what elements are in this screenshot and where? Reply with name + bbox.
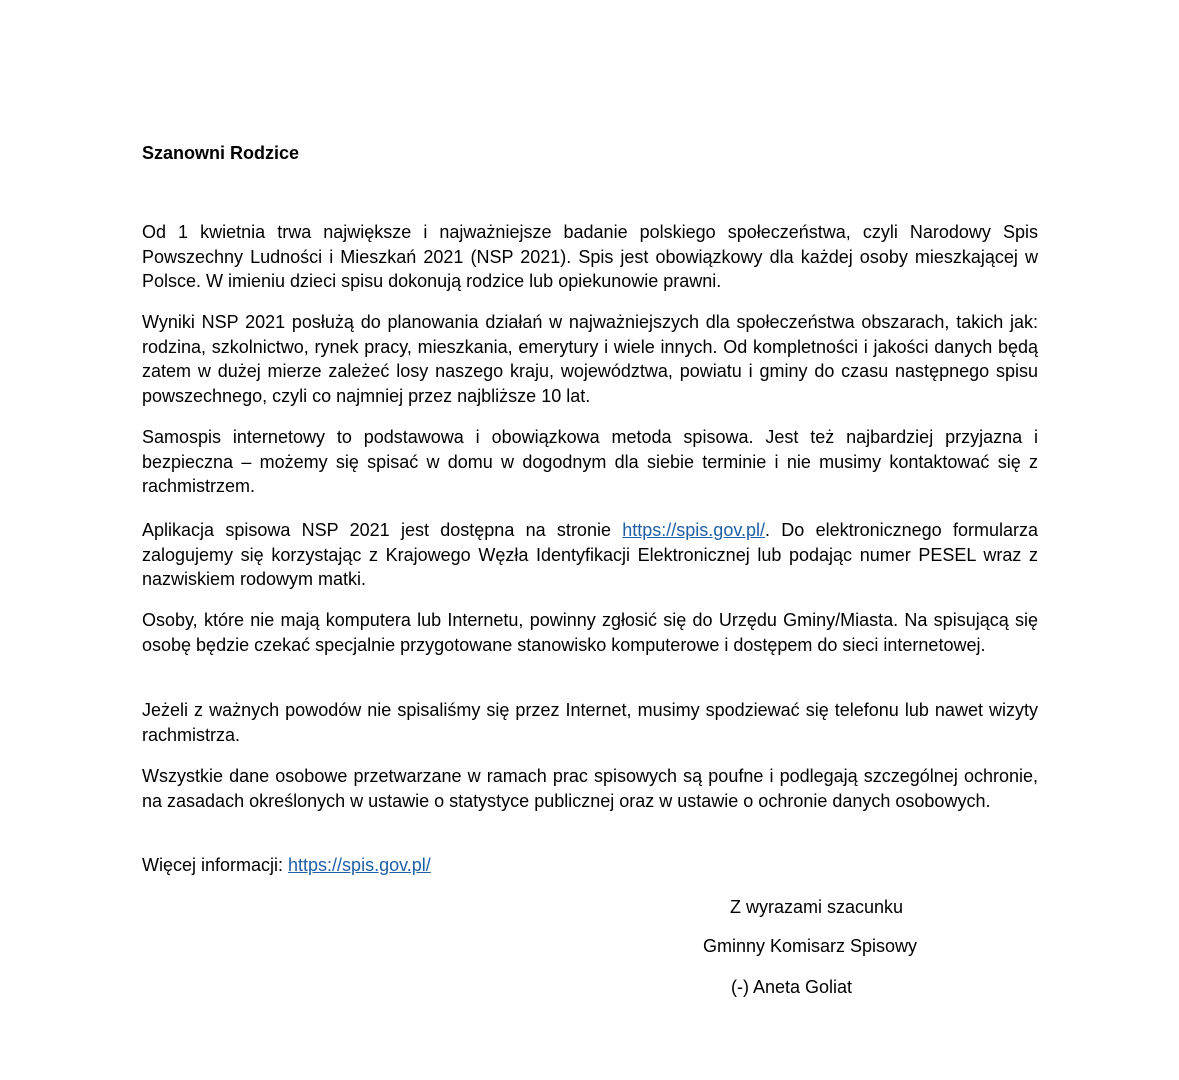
paragraph-data-protection: Wszystkie dane osobowe przetwarzane w ramach prac spisowych są poufne i podlegają szczególnej ochronie, na zasadach określonych w ustawie o statystyce publicznej oraz w ustawie o ochronie danych osobowych. [142, 766, 1038, 811]
paragraph-online-method: Samospis internetowy to podstawowa i obowiązkowa metoda spisowa. Jest też najbardziej przyjazna i bezpieczna – możemy się spisać w domu w dogodnym dla siebie terminie i nie musimy kontaktować się z rachmistrzem. [142, 427, 1038, 496]
paragraph-census-purpose: Wyniki NSP 2021 posłużą do planowania działań w najważniejszych dla społeczeństwa obszarach, takich jak: rodzina, szkolnictwo, rynek pracy, mieszkania, emerytury i wiele innych. Od kompletności i jakości danych będą zatem w dużej mierze zależeć losy naszego kraju, województwa, powiatu i gminy do czasu następnego spisu powszechnego, czyli co najmniej przez najbliższe 10 lat. [142, 312, 1038, 406]
paragraph-no-computer: Osoby, które nie mają komputera lub Internetu, powinny zgłosić się do Urzędu Gminy/Miasta. Na spisującą się osobę będzie czekać specjalnie przygotowane stanowisko komputerowe i dostępem do sieci internetowej. [142, 610, 1038, 655]
signatory-title: Gminny Komisarz Spisowy [703, 936, 918, 956]
paragraph-census-app [142, 518, 1038, 592]
paragraph-census-intro: Od 1 kwietnia trwa największe i najważniejsze badanie polskiego społeczeństwa, czyli Narodowy Spis Powszechny Ludności i Mieszkań 2021 (NSP 2021). Spis jest obowiązkowy dla każdej osoby mieszkającej w Polsce. W imieniu dzieci spisu dokonują rodzice lub opiekunowie prawni. [142, 222, 1038, 291]
paragraph-census-app-text-start: Aplikacja spisowa NSP 2021 jest dostępna na stronie [142, 520, 623, 540]
signatory-name: (-) Aneta Goliat [731, 977, 853, 997]
more-info-link[interactable]: https://spis.gov.pl/ [288, 855, 431, 875]
closing-phrase: Z wyrazami szacunku [730, 897, 904, 917]
paragraph-census-app-text-end: . Do elektronicznego formularza zalogujemy się korzystając z Krajowego Węzła Identyfikacji Elektronicznej lub podając numer PESEL wraz z nazwiskiem rodowym matki. [142, 520, 1038, 589]
census-website-link[interactable]: https://spis.gov.pl/ [622, 520, 765, 540]
more-info-line [142, 853, 1038, 878]
more-info-label: Więcej informacji: [142, 855, 289, 875]
paragraph-enumerator-visit: Jeżeli z ważnych powodów nie spisaliśmy się przez Internet, musimy spodziewać się telefonu lub nawet wizyty rachmistrza. [142, 700, 1038, 745]
letter-greeting: Szanowni Rodzice [142, 143, 300, 163]
